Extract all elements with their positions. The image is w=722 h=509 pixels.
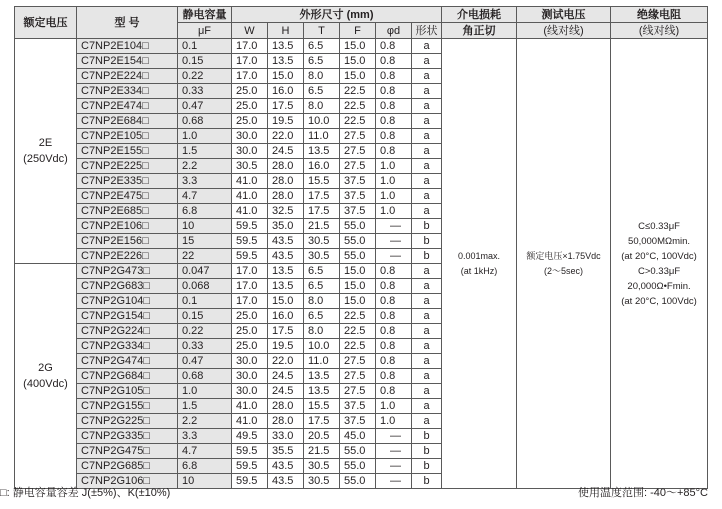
shape-cell: a [412,339,442,354]
table-body [15,39,708,489]
dim-w-cell: 59.5 [232,474,268,489]
dim-h-cell: 13.5 [268,264,304,279]
model-cell: C7NP2E106□ [77,219,178,234]
dim-t-cell: 15.5 [304,399,340,414]
dim-d-cell: 0.8 [376,129,412,144]
dim-h-cell: 16.0 [268,84,304,99]
dim-d-cell: 0.8 [376,114,412,129]
dim-d-cell: 0.8 [376,144,412,159]
capacitance-cell: 6.8 [178,459,232,474]
dim-d-cell: 0.8 [376,309,412,324]
model-cell: C7NP2E105□ [77,129,178,144]
dim-w-cell: 17.0 [232,39,268,54]
capacitance-cell: 22 [178,249,232,264]
shape-cell: a [412,189,442,204]
dim-d-cell: 0.8 [376,54,412,69]
capacitance-cell: 10 [178,219,232,234]
dim-f-cell: 22.5 [340,99,376,114]
shape-cell: a [412,279,442,294]
dim-f-cell: 37.5 [340,414,376,429]
model-cell: C7NP2E155□ [77,144,178,159]
insulation-spec-line: (at 20°C, 100Vdc) [621,250,697,262]
capacitance-cell: 0.22 [178,324,232,339]
shape-cell: a [412,294,442,309]
dim-f-cell: 37.5 [340,204,376,219]
header-insulation: 绝缘电阻 [611,7,708,23]
dim-t-cell: 20.5 [304,429,340,444]
dim-t-cell: 16.0 [304,159,340,174]
capacitance-cell: 3.3 [178,429,232,444]
dim-w-cell: 25.0 [232,99,268,114]
dim-f-cell: 27.5 [340,129,376,144]
dim-t-cell: 17.5 [304,189,340,204]
capacitance-cell: 0.047 [178,264,232,279]
dim-h-cell: 19.5 [268,114,304,129]
model-cell: C7NP2G104□ [77,294,178,309]
dim-h-cell: 24.5 [268,384,304,399]
header-dim-f: F [340,23,376,39]
model-cell: C7NP2G106□ [77,474,178,489]
model-cell: C7NP2E475□ [77,189,178,204]
capacitance-cell: 0.15 [178,309,232,324]
dim-t-cell: 8.0 [304,99,340,114]
dim-w-cell: 41.0 [232,399,268,414]
model-cell: C7NP2G474□ [77,354,178,369]
voltage-group-cell [15,264,77,489]
voltage-value: (250Vdc) [23,153,68,165]
dim-h-cell: 28.0 [268,159,304,174]
dim-f-cell: 37.5 [340,399,376,414]
capacitance-cell: 0.33 [178,339,232,354]
capacitance-cell: 0.068 [178,279,232,294]
dim-t-cell: 6.5 [304,39,340,54]
test-voltage-spec-line: (2～5sec) [544,265,584,276]
dim-f-cell: 55.0 [340,249,376,264]
dim-f-cell: 22.5 [340,84,376,99]
dim-w-cell: 25.0 [232,339,268,354]
shape-cell: a [412,309,442,324]
dim-h-cell: 35.0 [268,219,304,234]
shape-cell: a [412,174,442,189]
dim-h-cell: 35.5 [268,444,304,459]
shape-cell: a [412,114,442,129]
dim-h-cell: 24.5 [268,144,304,159]
shape-cell: a [412,324,442,339]
dim-t-cell: 21.5 [304,219,340,234]
dim-t-cell: 6.5 [304,54,340,69]
dim-d-cell: 0.8 [376,339,412,354]
capacitance-cell: 2.2 [178,414,232,429]
dim-h-cell: 16.0 [268,309,304,324]
dim-t-cell: 30.5 [304,249,340,264]
dim-h-cell: 17.5 [268,324,304,339]
dielectric-loss-spec [442,39,517,489]
capacitance-cell: 1.5 [178,144,232,159]
dim-w-cell: 25.0 [232,114,268,129]
dim-w-cell: 25.0 [232,309,268,324]
dim-d-cell: — [376,429,412,444]
spec-table-container [14,6,707,489]
dim-f-cell: 15.0 [340,279,376,294]
dim-d-cell: 0.8 [376,384,412,399]
capacitance-cell: 1.5 [178,399,232,414]
dim-f-cell: 27.5 [340,159,376,174]
dim-t-cell: 8.0 [304,324,340,339]
header-dim-w: W [232,23,268,39]
dim-t-cell: 30.5 [304,234,340,249]
capacitance-cell: 0.68 [178,114,232,129]
insulation-spec-line: (at 20°C, 100Vdc) [621,295,697,307]
dim-d-cell: 0.8 [376,279,412,294]
dim-d-cell: 0.8 [376,324,412,339]
dim-w-cell: 30.0 [232,144,268,159]
dim-d-cell: — [376,459,412,474]
dim-w-cell: 25.0 [232,324,268,339]
shape-cell: a [412,414,442,429]
dim-t-cell: 11.0 [304,354,340,369]
dielectric-loss-spec-line: (at 1kHz) [460,265,498,276]
dim-h-cell: 15.0 [268,69,304,84]
dim-d-cell: 0.8 [376,84,412,99]
capacitor-spec-table [14,6,708,489]
dim-d-cell: 1.0 [376,174,412,189]
dim-t-cell: 6.5 [304,264,340,279]
header-capacitance-unit: μF [178,23,232,39]
dim-f-cell: 15.0 [340,54,376,69]
dim-f-cell: 37.5 [340,174,376,189]
dim-t-cell: 17.5 [304,204,340,219]
dim-f-cell: 27.5 [340,369,376,384]
dim-t-cell: 13.5 [304,369,340,384]
dim-w-cell: 25.0 [232,84,268,99]
shape-cell: a [412,204,442,219]
dim-t-cell: 17.5 [304,414,340,429]
dim-h-cell: 32.5 [268,204,304,219]
dim-f-cell: 55.0 [340,459,376,474]
dim-f-cell: 15.0 [340,264,376,279]
model-cell: C7NP2E226□ [77,249,178,264]
dim-t-cell: 13.5 [304,144,340,159]
shape-cell: a [412,54,442,69]
capacitance-cell: 2.2 [178,159,232,174]
dim-f-cell: 27.5 [340,144,376,159]
capacitance-cell: 10 [178,474,232,489]
model-cell: C7NP2G334□ [77,339,178,354]
dim-h-cell: 13.5 [268,279,304,294]
dim-w-cell: 17.0 [232,54,268,69]
dim-d-cell: 1.0 [376,159,412,174]
dim-w-cell: 59.5 [232,249,268,264]
capacitance-cell: 4.7 [178,189,232,204]
dim-w-cell: 17.0 [232,264,268,279]
capacitance-cell: 0.15 [178,54,232,69]
model-cell: C7NP2E335□ [77,174,178,189]
tolerance-note: □: 静电容量容差 J(±5%)、K(±10%) [0,487,171,499]
header-capacitance: 静电容量 [178,7,232,23]
dim-d-cell: 0.8 [376,99,412,114]
dim-w-cell: 49.5 [232,429,268,444]
model-cell: C7NP2G683□ [77,279,178,294]
model-cell: C7NP2G225□ [77,414,178,429]
dim-h-cell: 43.5 [268,459,304,474]
capacitance-cell: 0.1 [178,39,232,54]
dim-d-cell: 0.8 [376,264,412,279]
dim-f-cell: 22.5 [340,324,376,339]
header-dielectric-loss: 介电损耗 [442,7,517,23]
dim-h-cell: 17.5 [268,99,304,114]
dim-w-cell: 17.0 [232,279,268,294]
model-cell: C7NP2E334□ [77,84,178,99]
dim-f-cell: 22.5 [340,309,376,324]
dielectric-loss-spec-line: 0.001max. [458,250,501,261]
dim-w-cell: 41.0 [232,174,268,189]
shape-cell: a [412,264,442,279]
insulation-spec-line: C≤0.33μF [638,220,680,232]
dim-t-cell: 30.5 [304,474,340,489]
dim-t-cell: 8.0 [304,69,340,84]
capacitance-cell: 0.47 [178,99,232,114]
capacitance-cell: 3.3 [178,174,232,189]
dim-f-cell: 27.5 [340,384,376,399]
header-test-voltage-2: (线对线) [517,23,611,39]
dim-h-cell: 22.0 [268,129,304,144]
shape-cell: a [412,369,442,384]
dim-w-cell: 30.0 [232,354,268,369]
dim-t-cell: 21.5 [304,444,340,459]
dim-h-cell: 13.5 [268,39,304,54]
insulation-spec-line: C>0.33μF [637,265,681,277]
dim-h-cell: 15.0 [268,294,304,309]
model-cell: C7NP2E225□ [77,159,178,174]
header-model: 型 号 [77,7,178,39]
table-header [15,7,708,39]
dim-f-cell: 15.0 [340,39,376,54]
capacitance-cell: 6.8 [178,204,232,219]
dim-w-cell: 59.5 [232,444,268,459]
shape-cell: a [412,39,442,54]
voltage-group-cell [15,39,77,264]
model-cell: C7NP2G684□ [77,369,178,384]
dim-w-cell: 17.0 [232,69,268,84]
dim-t-cell: 6.5 [304,84,340,99]
model-cell: C7NP2E104□ [77,39,178,54]
dim-d-cell: — [376,249,412,264]
test-voltage-spec-line: 额定电压×1.75Vdc [526,250,601,261]
dim-f-cell: 55.0 [340,219,376,234]
model-cell: C7NP2G155□ [77,399,178,414]
shape-cell: a [412,99,442,114]
dim-h-cell: 28.0 [268,399,304,414]
dim-t-cell: 6.5 [304,309,340,324]
capacitance-cell: 15 [178,234,232,249]
model-cell: C7NP2E224□ [77,69,178,84]
dim-f-cell: 55.0 [340,444,376,459]
model-cell: C7NP2G473□ [77,264,178,279]
dim-d-cell: 0.8 [376,69,412,84]
dim-d-cell: 1.0 [376,414,412,429]
model-cell: C7NP2G224□ [77,324,178,339]
header-insulation-2: (线对线) [611,23,708,39]
model-cell: C7NP2G475□ [77,444,178,459]
dim-h-cell: 43.5 [268,249,304,264]
model-cell: C7NP2G105□ [77,384,178,399]
dim-w-cell: 30.0 [232,369,268,384]
test-voltage-spec [517,39,611,489]
capacitance-cell: 1.0 [178,129,232,144]
table-row [15,39,708,54]
dim-t-cell: 10.0 [304,114,340,129]
dim-h-cell: 43.5 [268,474,304,489]
dim-f-cell: 27.5 [340,354,376,369]
dim-f-cell: 22.5 [340,114,376,129]
header-dim-shape: 形状 [412,23,442,39]
dim-f-cell: 45.0 [340,429,376,444]
shape-cell: b [412,219,442,234]
model-cell: C7NP2E156□ [77,234,178,249]
dim-f-cell: 22.5 [340,339,376,354]
dim-t-cell: 11.0 [304,129,340,144]
dim-d-cell: — [376,444,412,459]
dim-f-cell: 37.5 [340,189,376,204]
header-test-voltage: 测试电压 [517,7,611,23]
model-cell: C7NP2G154□ [77,309,178,324]
dim-d-cell: 1.0 [376,204,412,219]
dim-h-cell: 43.5 [268,234,304,249]
dim-h-cell: 13.5 [268,54,304,69]
header-dimensions: 外形尺寸 (mm) [232,7,442,23]
dim-d-cell: — [376,219,412,234]
shape-cell: a [412,159,442,174]
dim-d-cell: 1.0 [376,399,412,414]
dim-t-cell: 13.5 [304,384,340,399]
dim-t-cell: 15.5 [304,174,340,189]
capacitance-cell: 0.33 [178,84,232,99]
model-cell: C7NP2E684□ [77,114,178,129]
shape-cell: b [412,234,442,249]
model-cell: C7NP2E685□ [77,204,178,219]
insulation-spec-line: 50,000MΩmin. [628,235,691,247]
dim-w-cell: 30.0 [232,129,268,144]
voltage-value: (400Vdc) [23,378,68,390]
dim-d-cell: 0.8 [376,369,412,384]
shape-cell: a [412,84,442,99]
dim-w-cell: 59.5 [232,219,268,234]
insulation-spec [611,39,708,489]
dim-d-cell: 0.8 [376,294,412,309]
dim-f-cell: 55.0 [340,234,376,249]
dim-w-cell: 30.0 [232,384,268,399]
header-dielectric-loss-2: 角正切 [442,23,517,39]
dim-t-cell: 8.0 [304,294,340,309]
dim-h-cell: 28.0 [268,174,304,189]
dim-h-cell: 28.0 [268,414,304,429]
dim-t-cell: 10.0 [304,339,340,354]
capacitance-cell: 1.0 [178,384,232,399]
dim-d-cell: 0.8 [376,354,412,369]
dim-d-cell: — [376,234,412,249]
model-cell: C7NP2G335□ [77,429,178,444]
dim-d-cell: — [376,474,412,489]
dim-f-cell: 15.0 [340,294,376,309]
model-cell: C7NP2E154□ [77,54,178,69]
capacitance-cell: 0.22 [178,69,232,84]
voltage-code: 2E [38,137,53,149]
shape-cell: a [412,144,442,159]
insulation-spec-line: 20,000Ω•Fmin. [627,280,691,292]
shape-cell: b [412,429,442,444]
shape-cell: a [412,69,442,84]
shape-cell: b [412,474,442,489]
model-cell: C7NP2G685□ [77,459,178,474]
dim-w-cell: 59.5 [232,459,268,474]
dim-h-cell: 28.0 [268,189,304,204]
shape-cell: a [412,354,442,369]
model-cell: C7NP2E474□ [77,99,178,114]
header-dim-d: φd [376,23,412,39]
shape-cell: a [412,399,442,414]
dim-w-cell: 17.0 [232,294,268,309]
dim-f-cell: 55.0 [340,474,376,489]
header-rated-voltage: 额定电压 [15,7,77,39]
shape-cell: a [412,384,442,399]
dim-t-cell: 6.5 [304,279,340,294]
dim-f-cell: 15.0 [340,69,376,84]
dim-h-cell: 22.0 [268,354,304,369]
dim-w-cell: 59.5 [232,234,268,249]
capacitance-cell: 0.68 [178,369,232,384]
header-dim-h: H [268,23,304,39]
dim-w-cell: 41.0 [232,204,268,219]
dim-h-cell: 33.0 [268,429,304,444]
capacitance-cell: 0.47 [178,354,232,369]
shape-cell: b [412,444,442,459]
temperature-range: 使用温度范围: -40～+85°C [577,487,708,499]
shape-cell: b [412,459,442,474]
dim-w-cell: 30.5 [232,159,268,174]
dim-w-cell: 41.0 [232,414,268,429]
dim-h-cell: 24.5 [268,369,304,384]
capacitance-cell: 0.1 [178,294,232,309]
shape-cell: b [412,249,442,264]
dim-d-cell: 0.8 [376,39,412,54]
dim-h-cell: 19.5 [268,339,304,354]
dim-t-cell: 30.5 [304,459,340,474]
shape-cell: a [412,129,442,144]
dim-w-cell: 41.0 [232,189,268,204]
dim-d-cell: 1.0 [376,189,412,204]
voltage-code: 2G [38,362,53,374]
capacitance-cell: 4.7 [178,444,232,459]
header-dim-t: T [304,23,340,39]
